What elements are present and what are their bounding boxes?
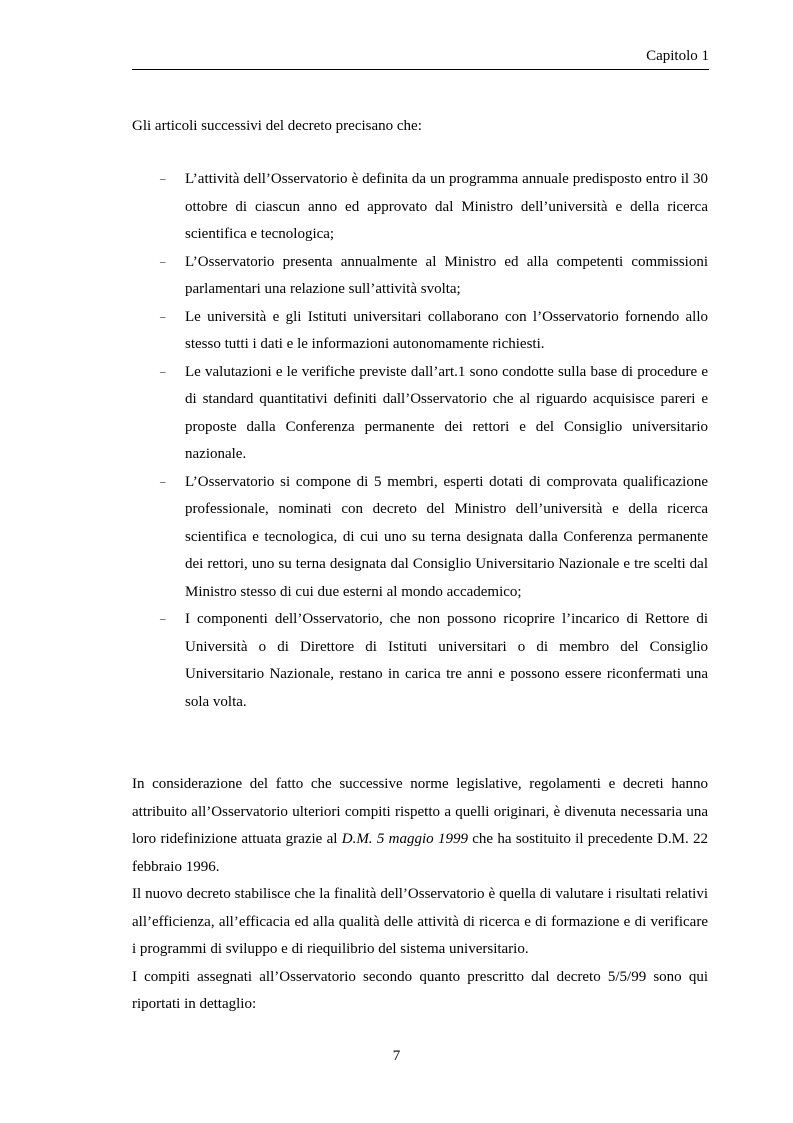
dash-bullet: – bbox=[160, 475, 166, 488]
header-rule bbox=[132, 69, 709, 70]
dash-bullet: – bbox=[160, 310, 166, 323]
dash-bullet: – bbox=[160, 613, 166, 625]
intro-text: Gli articoli successivi del decreto precisano che: bbox=[132, 118, 422, 134]
paragraph bbox=[132, 771, 708, 881]
list-item bbox=[132, 359, 708, 469]
list-item-text: Le università e gli Istituti universitari collaborano con l’Osservatorio fornendo allo stesso tutti i dati e le informazioni autonomamente richiesti. bbox=[185, 308, 708, 352]
list-item-text: L’attività dell’Osservatorio è definita da un programma annuale predisposto entro il 30 ottobre di ciascun anno ed approvato dal Ministro dell’università e della ricerca scientifica e tecnologica; bbox=[185, 171, 708, 242]
article-list bbox=[132, 166, 708, 716]
paragraph-text: che ha sostituito il precedente D.M. 22 febbraio 1996. bbox=[132, 831, 709, 875]
paragraph: I compiti assegnati all’Osservatorio secondo quanto prescritto dal decreto 5/5/99 sono qui riportati in dettaglio: bbox=[132, 968, 708, 1012]
paragraph-text: In considerazione del fatto che successive norme legislative, regolamenti e decreti hanno attribuito all’Osservatorio ulteriori compiti rispetto a quelli originari, è divenuta necessaria una loro ridefinizione attuata grazie al bbox=[132, 776, 708, 847]
running-header: Capitolo 1 bbox=[646, 48, 709, 64]
dash-bullet: – bbox=[160, 255, 166, 268]
list-item bbox=[132, 304, 708, 359]
list-item-text: Le valutazioni e le verifiche previste dall’art.1 sono condotte sulla base di procedure e di standard quantitativi definiti dall’Osservatorio che al riguardo acquisisce pareri e proposte dalla Conferenza permanente dei rettori e del Consiglio universitario nazionale. bbox=[185, 363, 708, 462]
dash-bullet: – bbox=[160, 365, 166, 378]
body-text bbox=[132, 771, 708, 1019]
list-item bbox=[132, 166, 708, 249]
list-item-text: L’Osservatorio presenta annualmente al Ministro ed alla competenti commissioni parlamentari una relazione sull’attività svolta; bbox=[185, 253, 708, 297]
list-item bbox=[132, 606, 708, 716]
list-item-text: I componenti dell’Osservatorio, che non possono ricoprire l’incarico di Rettore di Università o di Direttore di Istituti universitari o di membro del Consiglio Universitario Nazionale, restano in carica tre anni e possono essere riconfermati una sola volta. bbox=[185, 611, 708, 710]
list-item bbox=[132, 249, 708, 304]
list-item bbox=[132, 469, 708, 607]
page-number: 7 bbox=[392, 1048, 401, 1064]
dash-bullet: – bbox=[160, 173, 166, 185]
decree-reference: D.M. 5 maggio 1999 bbox=[341, 831, 468, 847]
list-item-text: L’Osservatorio si compone di 5 membri, esperti dotati di comprovata qualificazione professionale, nominati con decreto del Ministro dell’università e della ricerca scientifica e tecnologica, di cui uno su terna designata dalla Conferenza permanente dei rettori, uno su terna designata dal Consiglio Universitario Nazionale e tre scelti dal Ministro stesso di cui due esterni al mondo accademico; bbox=[185, 473, 708, 600]
paragraph: Il nuovo decreto stabilisce che la finalità dell’Osservatorio è quella di valutare i risultati relativi all’efficienza, all’efficacia ed alla qualità delle attività di ricerca e di formazione e di verificare i programmi di sviluppo e di riequilibrio del sistema universitario. bbox=[132, 886, 708, 957]
